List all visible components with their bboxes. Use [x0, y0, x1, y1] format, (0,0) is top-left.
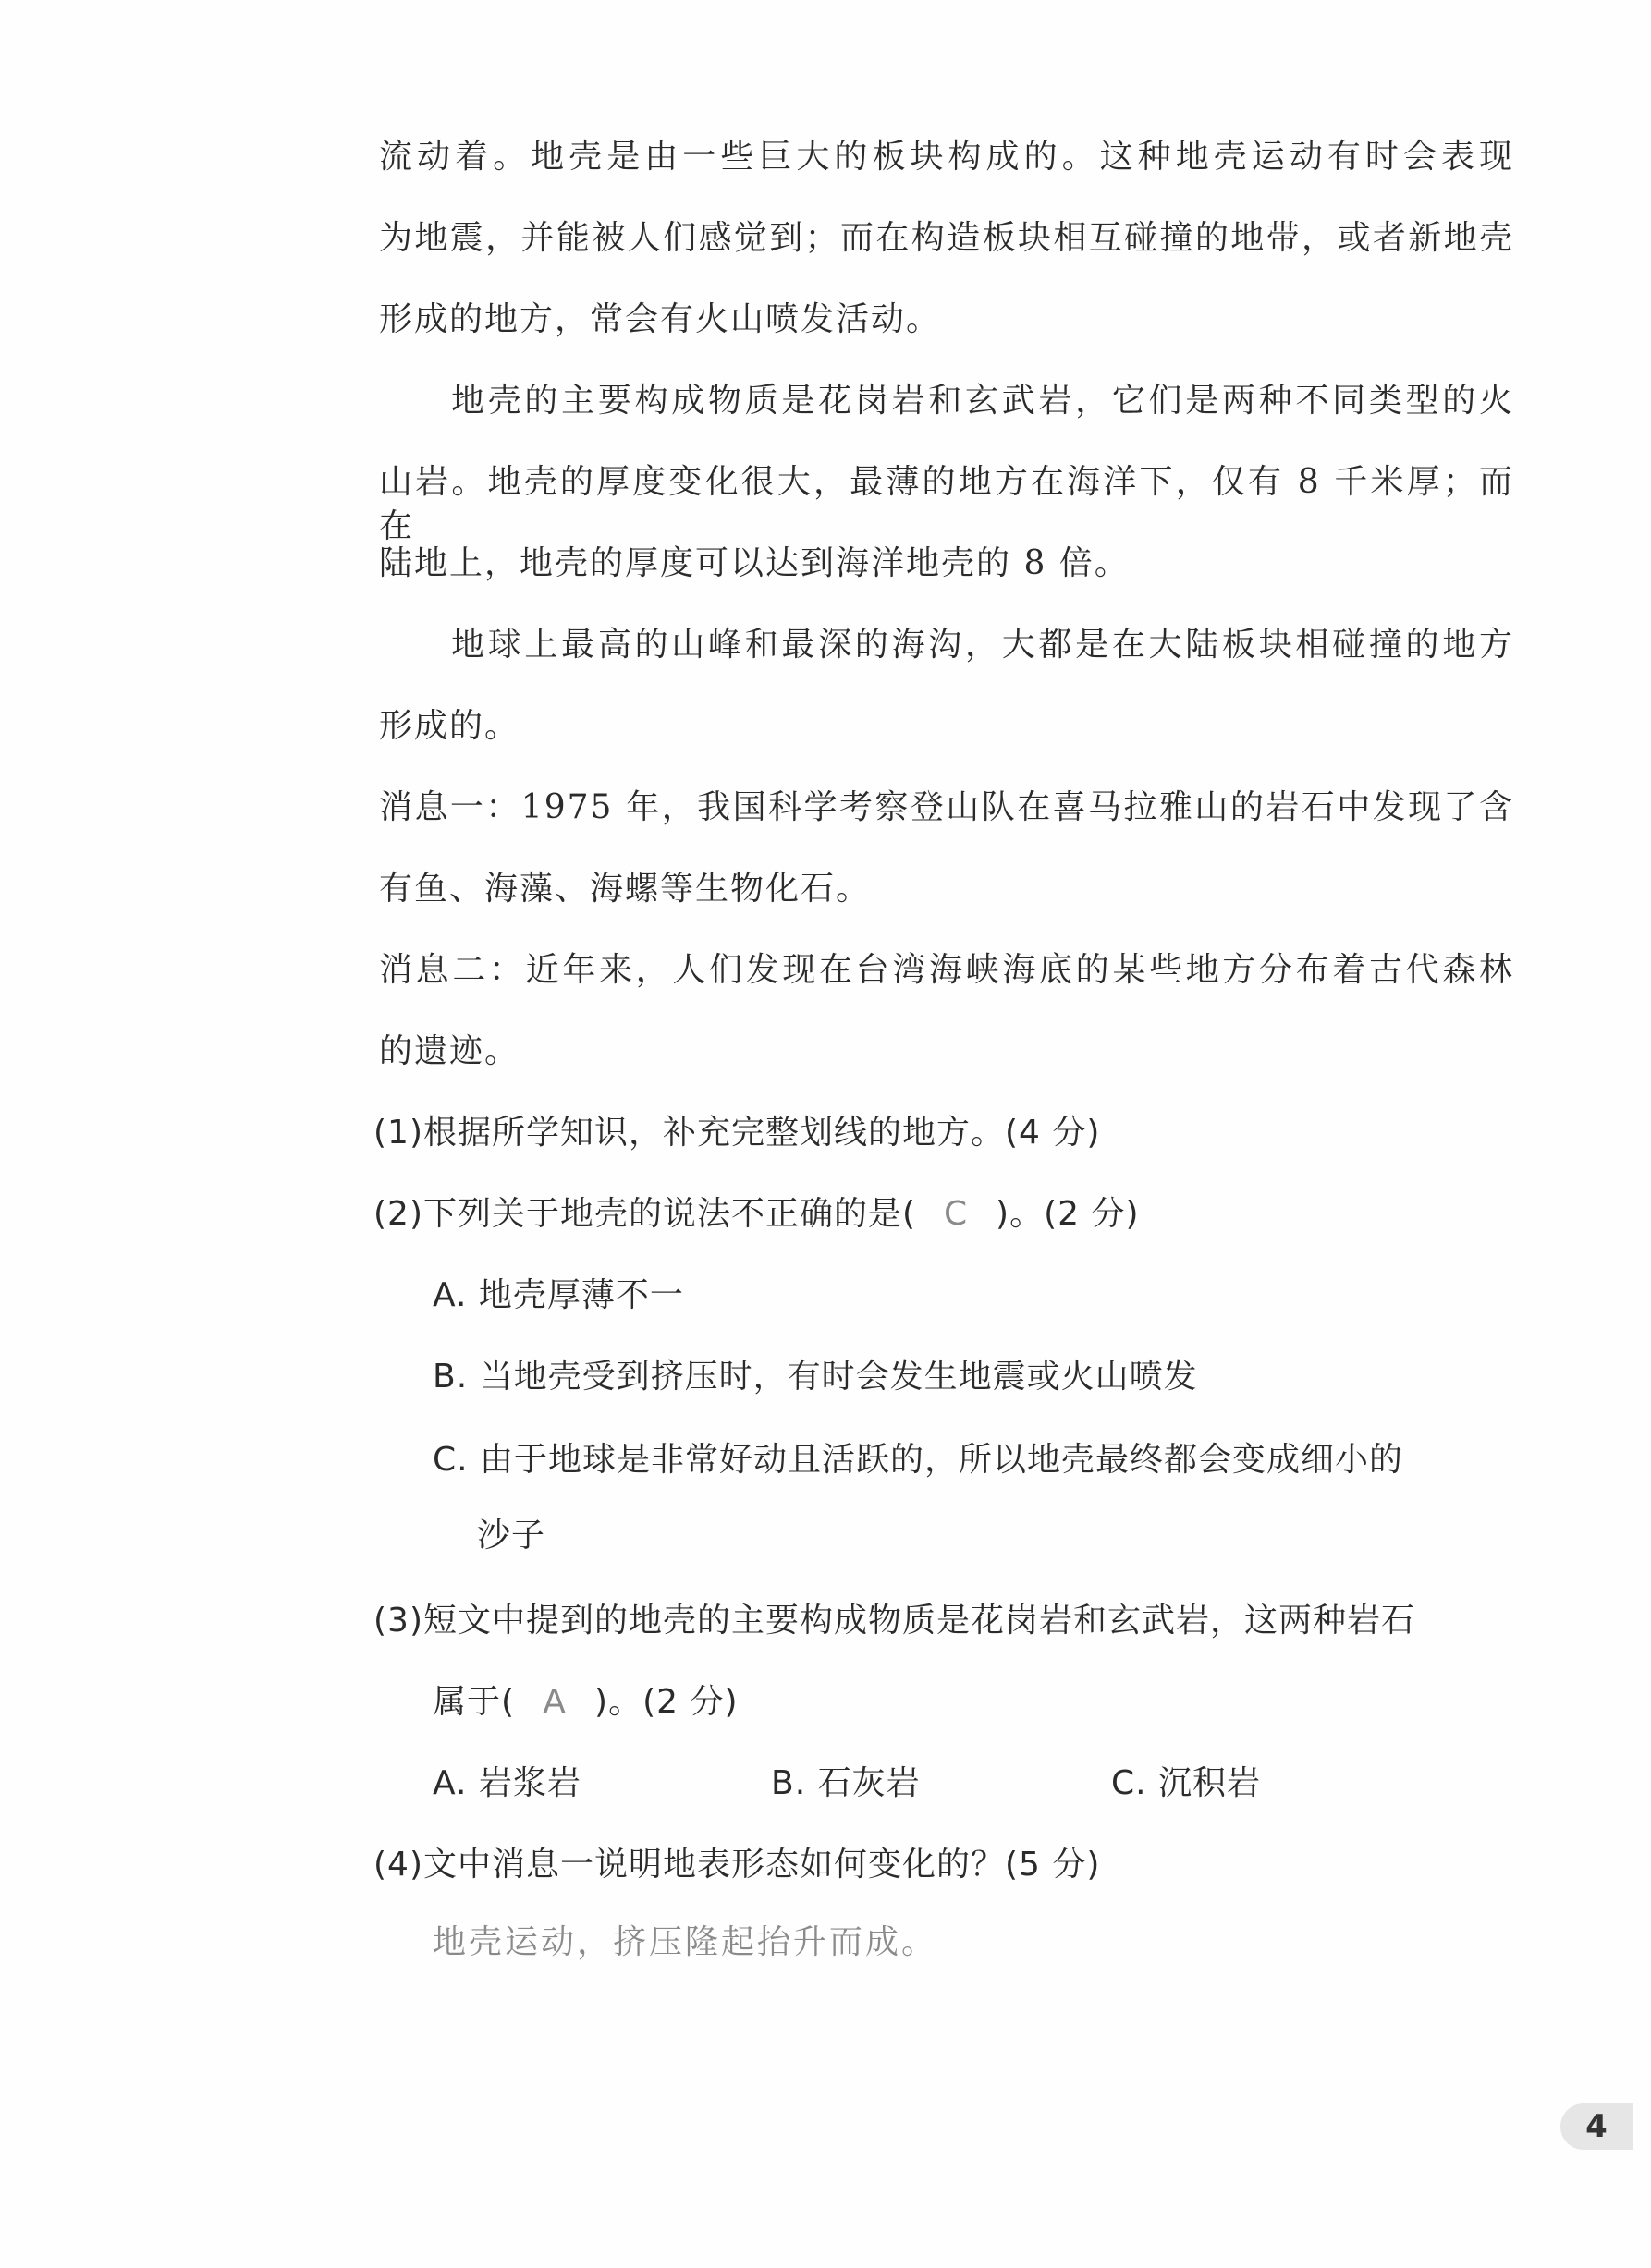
question-3-answer: A — [543, 1683, 567, 1721]
page-number: 4 — [1560, 2103, 1633, 2150]
question-2-option-a: A. 地壳厚薄不一 — [433, 1276, 684, 1314]
question-3-option-b: B. 石灰岩 — [771, 1764, 921, 1802]
passage-line: 山岩。地壳的厚度变化很大，最薄的地方在海洋下，仅有 8 千米厚；而在 — [379, 463, 1514, 545]
question-3-points: )。(2 分) — [594, 1683, 739, 1721]
message-two-line: 的遗迹。 — [379, 1032, 520, 1070]
passage-line: 形成的地方，常会有火山喷发活动。 — [379, 300, 942, 338]
question-1: (1)根据所学知识，补充完整划线的地方。(4 分) — [373, 1114, 1101, 1152]
passage-line: 流动着。地壳是由一些巨大的板块构成的。这种地壳运动有时会表现 — [379, 138, 1514, 176]
message-one-line: 消息一：1975 年，我国科学考察登山队在喜马拉雅山的岩石中发现了含 — [379, 788, 1514, 826]
message-two-line: 消息二：近年来，人们发现在台湾海峡海底的某些地方分布着古代森林 — [379, 951, 1514, 989]
passage-line: 为地震，并能被人们感觉到；而在构造板块相互碰撞的地带，或者新地壳 — [379, 219, 1514, 257]
question-3-option-a: A. 岩浆岩 — [433, 1764, 581, 1802]
question-2-option-c: C. 由于地球是非常好动且活跃的，所以地壳最终都会变成细小的 — [433, 1441, 1404, 1479]
question-2-stem: (2)下列关于地壳的说法不正确的是( — [373, 1195, 917, 1233]
question-3-stem-text: 属于( — [433, 1683, 516, 1721]
question-2-option-b: B. 当地壳受到挤压时，有时会发生地震或火山喷发 — [433, 1358, 1198, 1396]
question-2-points: )。(2 分) — [996, 1195, 1140, 1233]
message-one-line: 有鱼、海藻、海螺等生物化石。 — [379, 870, 872, 908]
question-2 — [373, 1192, 1140, 1237]
question-3-stem — [433, 1680, 739, 1725]
passage-line: 地壳的主要构成物质是花岗岩和玄武岩，它们是两种不同类型的火 — [451, 382, 1514, 420]
question-3: (3)短文中提到的地壳的主要构成物质是花岗岩和玄武岩，这两种岩石 — [373, 1602, 1415, 1640]
passage-line: 形成的。 — [379, 707, 520, 745]
question-4-answer: 地壳运动，挤压隆起抬升而成。 — [433, 1923, 938, 1961]
question-4: (4)文中消息一说明地表形态如何变化的？(5 分) — [373, 1846, 1101, 1884]
passage-line: 陆地上，地壳的厚度可以达到海洋地壳的 8 倍。 — [379, 544, 1130, 582]
question-3-option-c: C. 沉积岩 — [1111, 1764, 1262, 1802]
question-2-answer: C — [943, 1195, 969, 1233]
question-2-option-c-cont: 沙子 — [477, 1517, 546, 1555]
passage-line: 地球上最高的山峰和最深的海沟，大都是在大陆板块相碰撞的地方 — [451, 626, 1514, 664]
